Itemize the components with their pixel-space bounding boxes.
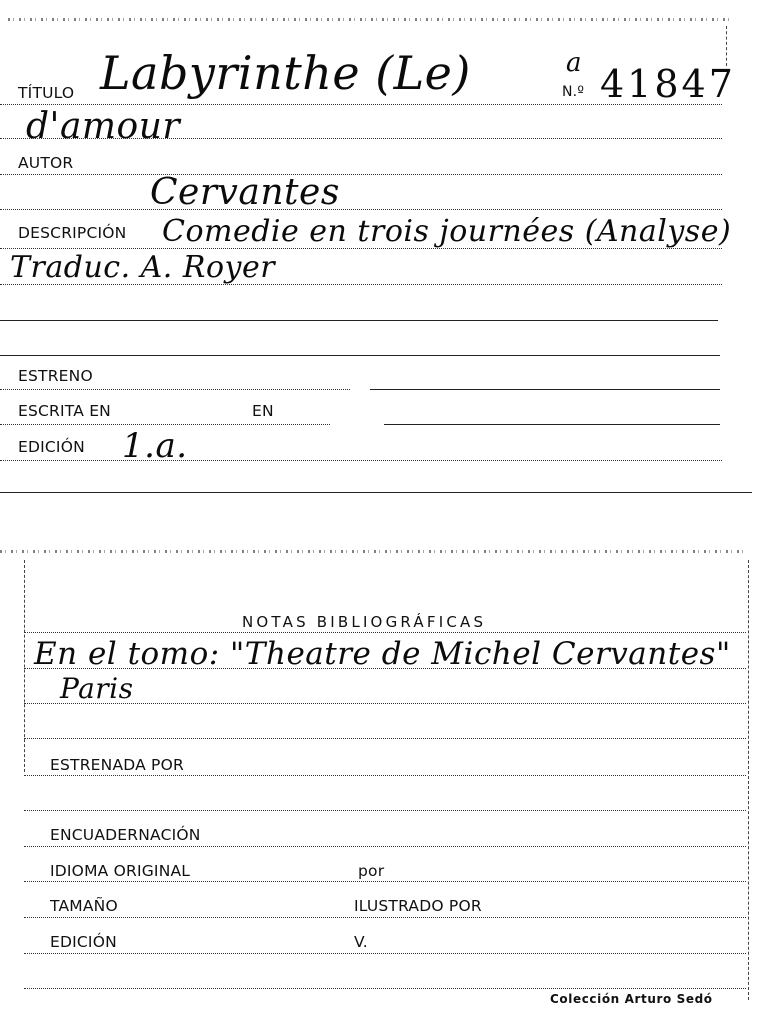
tamano-label: TAMAÑO [50,897,118,915]
tamano-rule [24,917,746,918]
card-divider [0,492,752,493]
numero-label: N.º [562,84,585,100]
bottom-rule-final [24,988,746,989]
card-edge-right-bottom [748,560,749,1000]
estrenada-rule-2 [24,810,746,811]
escrita-rule-a [0,424,330,425]
descripcion-label: DESCRIPCIÓN [18,224,127,242]
titulo-rule-2 [0,138,722,139]
escrita-rule-b [384,424,720,425]
coleccion-footer: Colección Arturo Sedó [550,992,713,1006]
autor-value: Cervantes [150,172,340,213]
ilustrado-por-label: ILUSTRADO POR [354,897,482,915]
idioma-rule [24,881,746,882]
autor-label: AUTOR [18,154,74,172]
estrenada-por-label: ESTRENADA POR [50,756,184,774]
titulo-rule [0,104,722,105]
edicion-rule [0,460,722,461]
numero-value: 41847 [600,62,736,106]
autor-rule-2 [0,209,722,210]
titulo-label: TÍTULO [18,84,75,102]
edicion-bottom-label: EDICIÓN [50,933,117,951]
descripcion-value-line2: Traduc. A. Royer [10,250,276,285]
numero-superscript: a [566,48,583,78]
v-label: V. [354,933,368,951]
notas-bibliograficas-heading: NOTAS BIBLIOGRÁFICAS [242,613,487,631]
titulo-value-line1: Labyrinthe (Le) [100,46,471,100]
scan-edge-noise-bottom [0,550,745,553]
encuadernacion-rule [24,846,746,847]
notas-value-line1: En el tomo: "Theatre de Michel Cervantes" [34,636,731,672]
notas-rule [24,632,746,633]
estreno-label: ESTRENO [18,367,93,385]
idioma-original-label: IDIOMA ORIGINAL [50,862,191,880]
card-edge-left-bottom [24,560,25,772]
card-edge-right-top [726,26,727,66]
edicion-bottom-rule [24,953,746,954]
titulo-value-line2: d'amour [26,106,181,147]
autor-rule [0,174,722,175]
escrita-en-label: ESCRITA EN [18,402,111,420]
notas-value-line2: Paris [60,672,134,705]
encuadernacion-label: ENCUADERNACIÓN [50,826,201,844]
edicion-label: EDICIÓN [18,438,85,456]
edicion-value: 1.a. [122,426,188,466]
en-label: EN [252,402,274,420]
descripcion-rule [0,248,722,249]
estreno-rule-a [0,389,350,390]
por-label: por [358,862,385,880]
descripcion-rule-2 [0,284,722,285]
descripcion-rule-4 [0,355,720,356]
estrenada-rule [24,775,746,776]
estreno-rule-b [370,389,720,390]
descripcion-value-line1: Comedie en trois journées (Analyse) [162,214,732,249]
notas-rule-3 [24,703,746,704]
descripcion-rule-3 [0,320,718,321]
notas-rule-4 [24,738,746,739]
notas-rule-2 [24,668,746,669]
scan-edge-noise-top [8,18,733,21]
